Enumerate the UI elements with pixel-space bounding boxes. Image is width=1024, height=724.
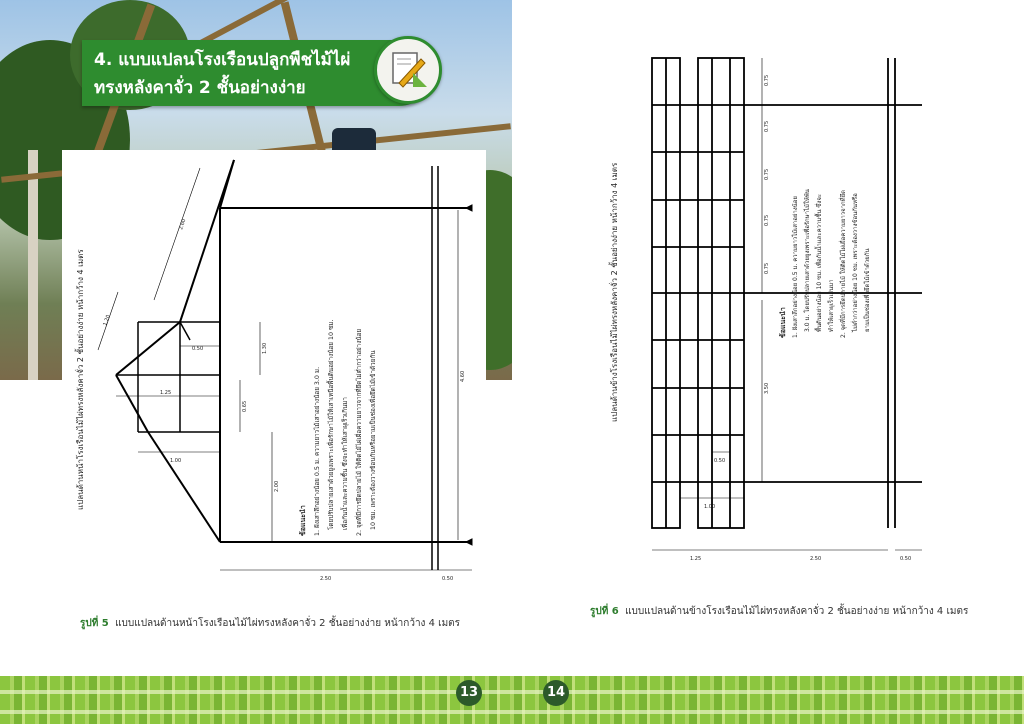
figure-5-label: รูปที่ 5 — [80, 618, 109, 629]
dim-wall-height: 2.00 — [274, 480, 280, 492]
dim-inner-gap: 0.50 — [714, 458, 726, 464]
dim-bay-5: 0.75 — [764, 262, 770, 274]
bamboo-footer — [0, 676, 1024, 724]
front-notes-block — [298, 240, 418, 536]
side-note-line-6: ไม่ต่ำกว่าอย่างน้อย 10 ซม. เพราะต้องวางซ้อนกันหรือ — [852, 193, 859, 332]
dim-total-height: 4.60 — [460, 370, 466, 382]
right-page — [512, 0, 1024, 676]
left-page — [0, 0, 512, 676]
dim-inner-width: 1.00 — [704, 504, 716, 510]
dim-upper-height: 1.30 — [262, 342, 268, 354]
front-note-line-3: เพื่อกันน้ำและความชื้น ซึ่งจะทำให้เสาผุเร็วเกินมา — [342, 397, 349, 530]
section-title-line-2: ทรงหลังคาจั่ว 2 ชั้นอย่างง่าย — [94, 78, 306, 98]
dim-middle-width: 2.50 — [810, 556, 822, 562]
dim-mid-height: 0.65 — [242, 400, 248, 412]
dim-lower-offset: 1.00 — [170, 458, 182, 464]
dim-bay-3: 0.75 — [764, 168, 770, 180]
front-note-line-5: 10 ซม. เพราะต้องวางซ้อนกันหรือยามเป็นช่องเพื่อยึดไม้เข้าด้วยกัน — [370, 350, 377, 530]
front-note-line-1: 1. ฝังเสาลึกอย่างน้อย 0.5 ม. ความยาวไม้เสาอย่างน้อย 3.0 ม. — [314, 366, 321, 536]
drafting-tools-icon — [374, 36, 442, 104]
dim-bay-1: 0.75 — [764, 74, 770, 86]
side-notes-heading: ข้อแนะนำ — [779, 307, 787, 338]
dim-upper-slope: 1.20 — [102, 314, 112, 327]
dim-post-gap: 0.50 — [442, 576, 454, 582]
figure-6-caption — [590, 604, 968, 619]
dim-bottom-width: 2.50 — [320, 576, 332, 582]
figure-6-label: รูปที่ 6 — [590, 606, 619, 617]
dim-roof-slope: 2.60 — [178, 218, 188, 231]
side-drawing-side-title: แปลนด้านข้างโรงเรือนไม้ไผ่ทรงหลังคาจั่ว 2 ชั้นอย่างง่าย หน้ากว้าง 4 เมตร — [610, 162, 619, 422]
page-number-right: 14 — [543, 680, 569, 706]
side-elevation-sheet — [592, 50, 1012, 570]
dim-bay-2: 0.75 — [764, 120, 770, 132]
figure-5-caption — [80, 616, 460, 631]
dim-height: 3.50 — [764, 382, 770, 394]
dim-bay-4: 0.75 — [764, 214, 770, 226]
front-note-line-4: 2. จุดที่มีการยึดปลายไม้ ให้ติดไม้ไผ่เผื่อความยาวจากที่ยึดไม่ต่ำกว่าอย่างน้อย — [356, 328, 363, 536]
side-note-line-4: ทำให้เสาผุเร็วเกินมา — [828, 279, 835, 332]
side-notes-block — [778, 120, 888, 338]
dim-left-width: 1.25 — [690, 556, 702, 562]
side-note-line-7: ยามเป็นช่องเพื่อยึดไม้เข้าด้วยกัน — [864, 248, 871, 332]
side-note-line-3: พื้นดินอย่างน้อย 10 ซม. เพื่อกันน้ำและความชื้น ซึ่งจะ — [816, 193, 823, 332]
front-elevation-drawing — [62, 150, 486, 600]
front-notes-heading: ข้อแนะนำ — [299, 505, 307, 536]
front-elevation-sheet — [62, 150, 486, 600]
figure-5-text: แบบแปลนด้านหน้าโรงเรือนไม้ไผ่ทรงหลังคาจั่ว 2 ชั้นอย่างง่าย หน้ากว้าง 4 เมตร — [115, 618, 461, 629]
section-title-line-1: 4. แบบแปลนโรงเรือนปลูกพืชไม้ไผ่ — [94, 50, 351, 70]
front-note-line-2: โดยปรับปลายเสาด้วยยูงเพราะเพื่อรักษาไม้ให้เสาเหนือพื้นดินอย่างน้อย 10 ซม. — [328, 319, 335, 530]
page-number-left: 13 — [456, 680, 482, 706]
figure-6-text: แบบแปลนด้านข้างโรงเรือนไม้ไผ่ทรงหลังคาจั่ว 2 ชั้นอย่างง่าย หน้ากว้าง 4 เมตร — [625, 606, 969, 617]
front-drawing-side-title: แปลนด้านหน้าโรงเรือนไม้ไผ่ทรงหลังคาจั่ว 2 ชั้นอย่างง่าย หน้ากว้าง 4 เมตร — [76, 249, 85, 510]
side-note-line-1: 1. ฝังเสาลึกอย่างน้อย 0.5 ม. ความยาวไม้เสาอย่างน้อย — [792, 196, 799, 338]
side-note-line-5: 2. จุดที่มีการยึดปลายไม้ ให้ติดไม้ไผ่เผื่อความยาวจากที่ยึด — [840, 189, 847, 338]
dim-right-width: 0.50 — [900, 556, 912, 562]
dim-eave-width: 1.25 — [160, 390, 172, 396]
dim-eave-gap: 0.50 — [192, 346, 204, 352]
side-note-line-2: 3.0 ม. โดยปรับปลายเสาด้วยยูงเพราะเพื่อรักษาไม้ให้พ้น — [804, 189, 811, 332]
